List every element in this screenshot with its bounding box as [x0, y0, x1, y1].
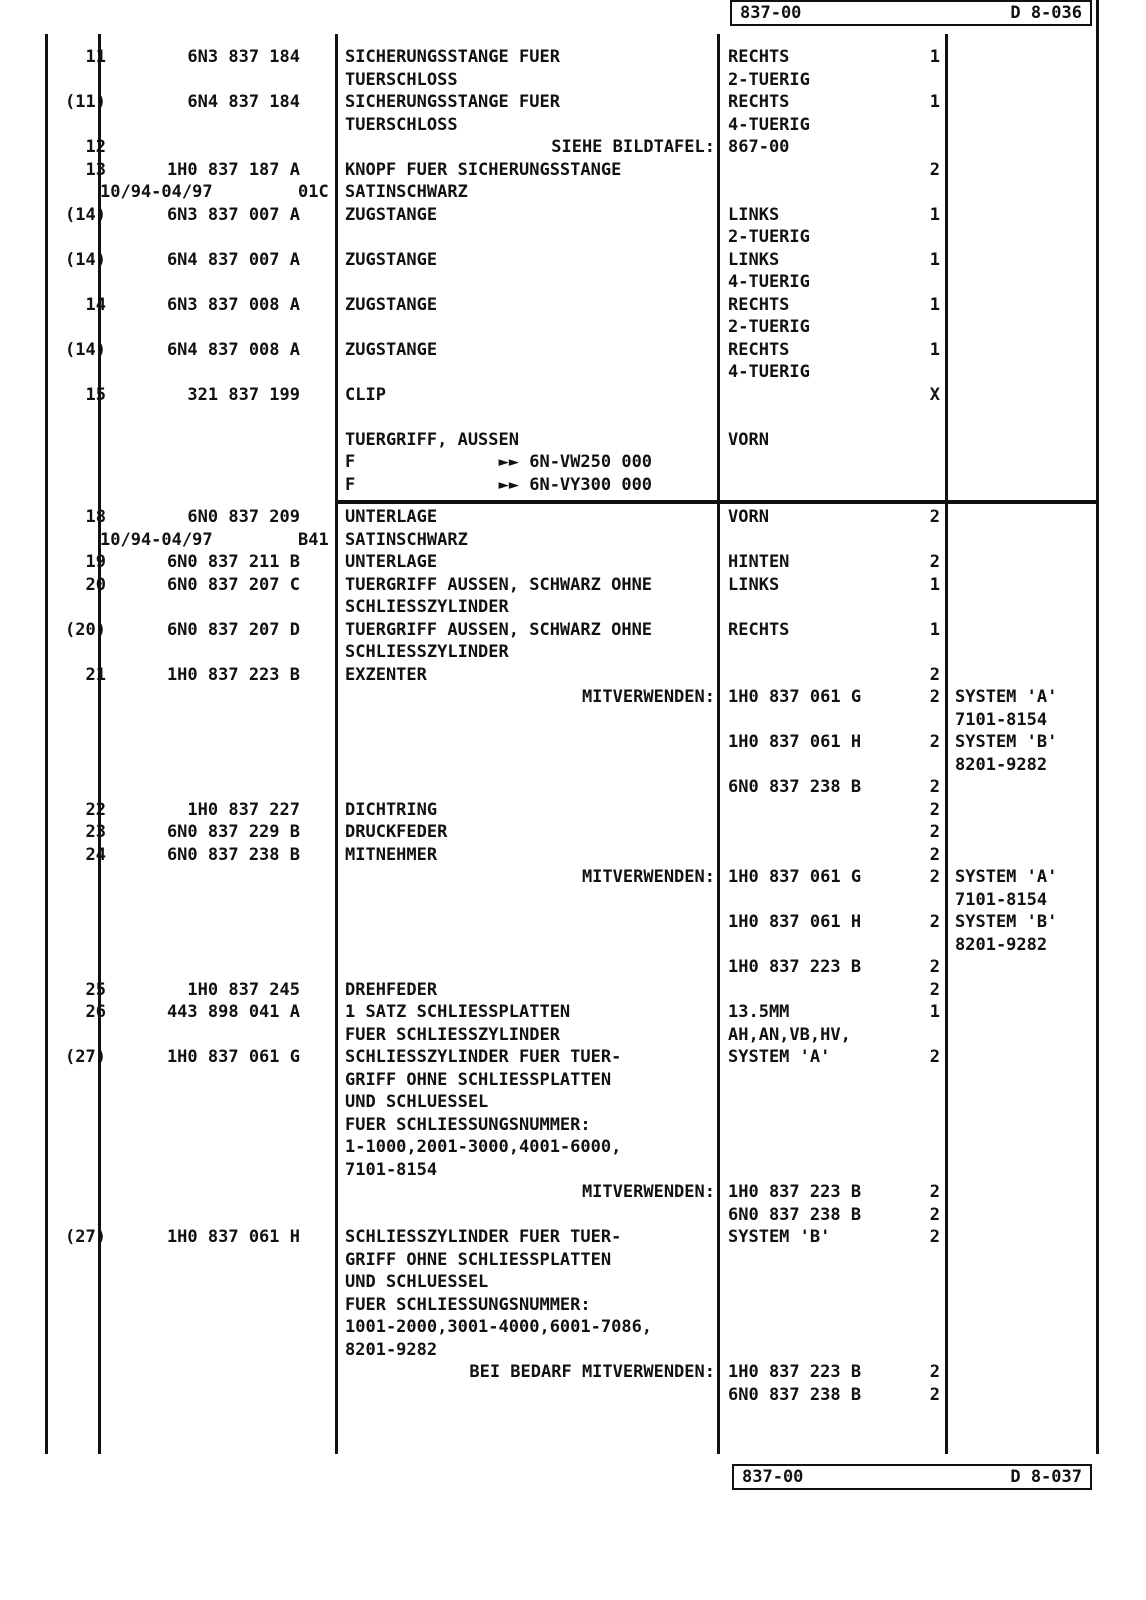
table-row [0, 226, 1146, 248]
description: SATINSCHWARZ [345, 182, 468, 202]
variant: VORN [728, 507, 769, 527]
description: 1 SATZ SCHLIESSPLATTEN [345, 1002, 571, 1022]
table-row [0, 596, 1146, 618]
reference-note: MITVERWENDEN: [581, 1182, 715, 1202]
part-number: 6N0 837 207 C [166, 574, 300, 595]
header-bottom [732, 1464, 1092, 1490]
table-row [0, 1024, 1146, 1046]
table-row [0, 1249, 1146, 1271]
position-number: 24 [85, 844, 106, 865]
description: F ►► 6N-VW250 000 [345, 452, 653, 472]
description: DRUCKFEDER [345, 822, 448, 842]
table-row [0, 506, 1146, 528]
description: TUERSCHLOSS [345, 69, 458, 90]
header-top [730, 0, 1092, 26]
position-number: 13 [85, 159, 106, 180]
reference-note: MITVERWENDEN: [581, 687, 715, 707]
variant: 1H0 837 223 B [728, 1182, 862, 1202]
quantity: 2 [929, 867, 940, 887]
variant: RECHTS [728, 294, 790, 315]
quantity: 2 [929, 822, 940, 842]
description: KNOPF FUER SICHERUNGSSTANGE [345, 159, 622, 180]
position-number: (14) [65, 249, 106, 270]
position-number: 23 [85, 822, 106, 842]
variant: 867-00 [728, 137, 790, 157]
description: UNTERLAGE [345, 552, 438, 572]
table-row [0, 889, 1146, 911]
description: TUERGRIFF, AUSSEN [345, 429, 519, 450]
quantity: 2 [929, 1362, 940, 1382]
description: GRIFF OHNE SCHLIESSPLATTEN [345, 1069, 612, 1090]
table-row [0, 294, 1146, 316]
quantity: 2 [929, 732, 940, 752]
color-code: 01C [298, 182, 329, 202]
date-range: 10/94-04/97 [100, 182, 213, 202]
quantity: 2 [929, 507, 940, 527]
description: DICHTRING [345, 799, 438, 820]
table-row [0, 844, 1146, 866]
description: SCHLIESSZYLINDER [345, 597, 509, 617]
color-code: B41 [298, 529, 329, 550]
header-bottom-page: D 8-037 [1010, 1467, 1082, 1487]
position-number: 21 [85, 664, 106, 685]
description: ZUGSTANGE [345, 339, 438, 360]
table-row [0, 709, 1146, 731]
quantity: 1 [929, 47, 940, 67]
part-number: 1H0 837 187 A [166, 159, 300, 180]
variant: 1H0 837 223 B [728, 957, 862, 977]
table-row [0, 1091, 1146, 1113]
description: ZUGSTANGE [345, 294, 438, 315]
position-number: 19 [85, 552, 106, 572]
table-row [0, 1226, 1146, 1248]
table-row [0, 1384, 1146, 1406]
table-row [0, 799, 1146, 821]
description: 1-1000,2001-3000,4001-6000, [345, 1137, 622, 1157]
quantity: 2 [929, 159, 940, 180]
table-row [0, 1204, 1146, 1226]
table-row [0, 956, 1146, 978]
variant: 2-TUERIG [728, 317, 810, 337]
description: CLIP [345, 384, 386, 405]
description: MITNEHMER [345, 844, 438, 865]
variant: 2-TUERIG [728, 69, 810, 90]
description: UNTERLAGE [345, 507, 438, 527]
quantity: 1 [929, 249, 940, 270]
description: DREHFEDER [345, 979, 438, 1000]
variant: RECHTS [728, 92, 790, 112]
remark: SYSTEM 'B' [955, 912, 1058, 932]
quantity: 2 [929, 664, 940, 685]
part-number: 6N0 837 211 B [166, 552, 300, 572]
quantity: 1 [929, 294, 940, 315]
variant: 2-TUERIG [728, 227, 810, 247]
remark: SYSTEM 'A' [955, 687, 1058, 707]
quantity: 2 [929, 1384, 940, 1405]
variant: 1H0 837 061 G [728, 687, 862, 707]
table-row [0, 316, 1146, 338]
description: FUER SCHLIESSUNGSNUMMER: [345, 1114, 591, 1135]
part-number: 1H0 837 245 [187, 979, 300, 1000]
part-number: 6N4 837 184 [187, 92, 300, 112]
description: 7101-8154 [345, 1159, 438, 1180]
variant: 1H0 837 223 B [728, 1362, 862, 1382]
part-number: 6N3 837 008 A [166, 294, 300, 315]
part-number: 321 837 199 [187, 384, 300, 405]
variant: LINKS [728, 204, 780, 225]
table-row [0, 776, 1146, 798]
variant: 6N0 837 238 B [728, 1204, 862, 1225]
table-row [0, 934, 1146, 956]
table-row [0, 361, 1146, 383]
quantity: 2 [929, 844, 940, 865]
description: UND SCHLUESSEL [345, 1092, 489, 1112]
part-number: 6N0 837 209 [187, 507, 300, 527]
part-number: 6N3 837 007 A [166, 204, 300, 225]
description: TUERGRIFF AUSSEN, SCHWARZ OHNE [345, 619, 653, 640]
table-row [0, 204, 1146, 226]
quantity: 1 [929, 619, 940, 640]
quantity: 2 [929, 1047, 940, 1067]
quantity: 1 [929, 574, 940, 595]
remark: 8201-9282 [955, 934, 1048, 955]
position-number: (14) [65, 339, 106, 360]
variant: RECHTS [728, 619, 790, 640]
table-row [0, 551, 1146, 573]
table-row [0, 384, 1146, 406]
table-row [0, 136, 1146, 158]
position-number: 20 [85, 574, 106, 595]
description: FUER SCHLIESSZYLINDER [345, 1024, 560, 1045]
position-number: 18 [85, 507, 106, 527]
position-number: 12 [85, 137, 106, 157]
variant: LINKS [728, 249, 780, 270]
quantity: 1 [929, 339, 940, 360]
quantity: 2 [929, 777, 940, 797]
part-number: 1H0 837 223 B [166, 664, 300, 685]
variant: RECHTS [728, 47, 790, 67]
remark: SYSTEM 'B' [955, 732, 1058, 752]
table-row [0, 1271, 1146, 1293]
quantity: 2 [929, 1182, 940, 1202]
description: EXZENTER [345, 664, 427, 685]
table-row [0, 91, 1146, 113]
part-number: 6N0 837 238 B [166, 844, 300, 865]
table-row [0, 339, 1146, 361]
header-top-page: D 8-036 [1010, 3, 1082, 23]
variant: HINTEN [728, 552, 790, 572]
part-number: 6N4 837 007 A [166, 249, 300, 270]
table-row [0, 686, 1146, 708]
date-range: 10/94-04/97 [100, 529, 213, 550]
table-row [0, 249, 1146, 271]
table-row [0, 114, 1146, 136]
position-number: (11) [65, 92, 106, 112]
variant: 6N0 837 238 B [728, 1384, 862, 1405]
table-row [0, 1069, 1146, 1091]
part-number: 1H0 837 061 G [166, 1047, 300, 1067]
table-row [0, 1181, 1146, 1203]
position-number: (20) [65, 619, 106, 640]
quantity: 2 [929, 1227, 940, 1247]
table-row [0, 529, 1146, 551]
description: F ►► 6N-VY300 000 [345, 474, 653, 495]
table-row [0, 46, 1146, 68]
quantity: 2 [929, 687, 940, 707]
table-row [0, 1001, 1146, 1023]
table-row [0, 754, 1146, 776]
table-row [0, 1294, 1146, 1316]
description: SCHLIESSZYLINDER [345, 642, 509, 662]
remark: SYSTEM 'A' [955, 867, 1058, 887]
table-row [0, 821, 1146, 843]
reference-note: BEI BEDARF MITVERWENDEN: [469, 1362, 715, 1382]
part-number: 6N0 837 207 D [166, 619, 300, 640]
part-number: 6N0 837 229 B [166, 822, 300, 842]
quantity: 2 [929, 1204, 940, 1225]
description: SICHERUNGSSTANGE FUER [345, 47, 560, 67]
variant: SYSTEM 'B' [728, 1227, 831, 1247]
table-row [0, 181, 1146, 203]
part-number: 6N4 837 008 A [166, 339, 300, 360]
reference-note: SIEHE BILDTAFEL: [551, 137, 715, 157]
part-number: 6N3 837 184 [187, 47, 300, 67]
description: SATINSCHWARZ [345, 529, 468, 550]
description: ZUGSTANGE [345, 204, 438, 225]
table-row [0, 406, 1146, 428]
position-number: 26 [85, 1002, 106, 1022]
section-rule [338, 500, 1098, 504]
table-row [0, 1339, 1146, 1361]
table-row [0, 911, 1146, 933]
part-number: 1H0 837 061 H [166, 1227, 300, 1247]
quantity: 1 [929, 92, 940, 112]
table-row [0, 1361, 1146, 1383]
table-row [0, 1316, 1146, 1338]
description: SCHLIESSZYLINDER FUER TUER- [345, 1227, 622, 1247]
table-row [0, 641, 1146, 663]
variant: SYSTEM 'A' [728, 1047, 831, 1067]
description: 8201-9282 [345, 1339, 438, 1360]
variant: 1H0 837 061 H [728, 732, 862, 752]
variant: VORN [728, 429, 769, 450]
quantity: 1 [929, 204, 940, 225]
quantity: 2 [929, 912, 940, 932]
description: FUER SCHLIESSUNGSNUMMER: [345, 1294, 591, 1315]
description: 1001-2000,3001-4000,6001-7086, [345, 1317, 653, 1337]
part-number: 443 898 041 A [166, 1002, 300, 1022]
table-row [0, 429, 1146, 451]
variant: 1H0 837 061 H [728, 912, 862, 932]
table-row [0, 451, 1146, 473]
variant: 4-TUERIG [728, 362, 810, 382]
table-row [0, 979, 1146, 1001]
quantity: 2 [929, 979, 940, 1000]
description: TUERGRIFF AUSSEN, SCHWARZ OHNE [345, 574, 653, 595]
position-number: 15 [85, 384, 106, 405]
table-row [0, 664, 1146, 686]
description: SICHERUNGSSTANGE FUER [345, 92, 560, 112]
table-row [0, 1046, 1146, 1068]
remark: 7101-8154 [955, 709, 1048, 730]
table-row [0, 1114, 1146, 1136]
variant: 4-TUERIG [728, 114, 810, 135]
remark: 8201-9282 [955, 754, 1048, 775]
remark: 7101-8154 [955, 889, 1048, 910]
part-number: 1H0 837 227 [187, 799, 300, 820]
reference-note: MITVERWENDEN: [581, 867, 715, 887]
table-row [0, 731, 1146, 753]
variant: 6N0 837 238 B [728, 777, 862, 797]
position-number: 11 [85, 47, 106, 67]
table-row [0, 159, 1146, 181]
description: ZUGSTANGE [345, 249, 438, 270]
description: UND SCHLUESSEL [345, 1272, 489, 1292]
table-row [0, 69, 1146, 91]
position-number: 25 [85, 979, 106, 1000]
quantity: X [929, 384, 940, 405]
table-row [0, 1159, 1146, 1181]
variant: LINKS [728, 574, 780, 595]
description: SCHLIESSZYLINDER FUER TUER- [345, 1047, 622, 1067]
table-row [0, 1136, 1146, 1158]
quantity: 2 [929, 552, 940, 572]
position-number: (27) [65, 1227, 106, 1247]
variant: AH,AN,VB,HV, [728, 1024, 851, 1045]
table-row [0, 271, 1146, 293]
table-row [0, 866, 1146, 888]
table-row [0, 574, 1146, 596]
description: TUERSCHLOSS [345, 114, 458, 135]
position-number: 22 [85, 799, 106, 820]
quantity: 2 [929, 957, 940, 977]
header-top-section: 837-00 [740, 3, 802, 23]
quantity: 2 [929, 799, 940, 820]
position-number: (14) [65, 204, 106, 225]
variant: 4-TUERIG [728, 272, 810, 292]
variant: 1H0 837 061 G [728, 867, 862, 887]
quantity: 1 [929, 1002, 940, 1022]
variant: RECHTS [728, 339, 790, 360]
table-row [0, 474, 1146, 496]
table-row [0, 619, 1146, 641]
position-number: (27) [65, 1047, 106, 1067]
variant: 13.5MM [728, 1002, 790, 1022]
description: GRIFF OHNE SCHLIESSPLATTEN [345, 1249, 612, 1270]
header-bottom-section: 837-00 [742, 1467, 804, 1487]
position-number: 14 [85, 294, 106, 315]
